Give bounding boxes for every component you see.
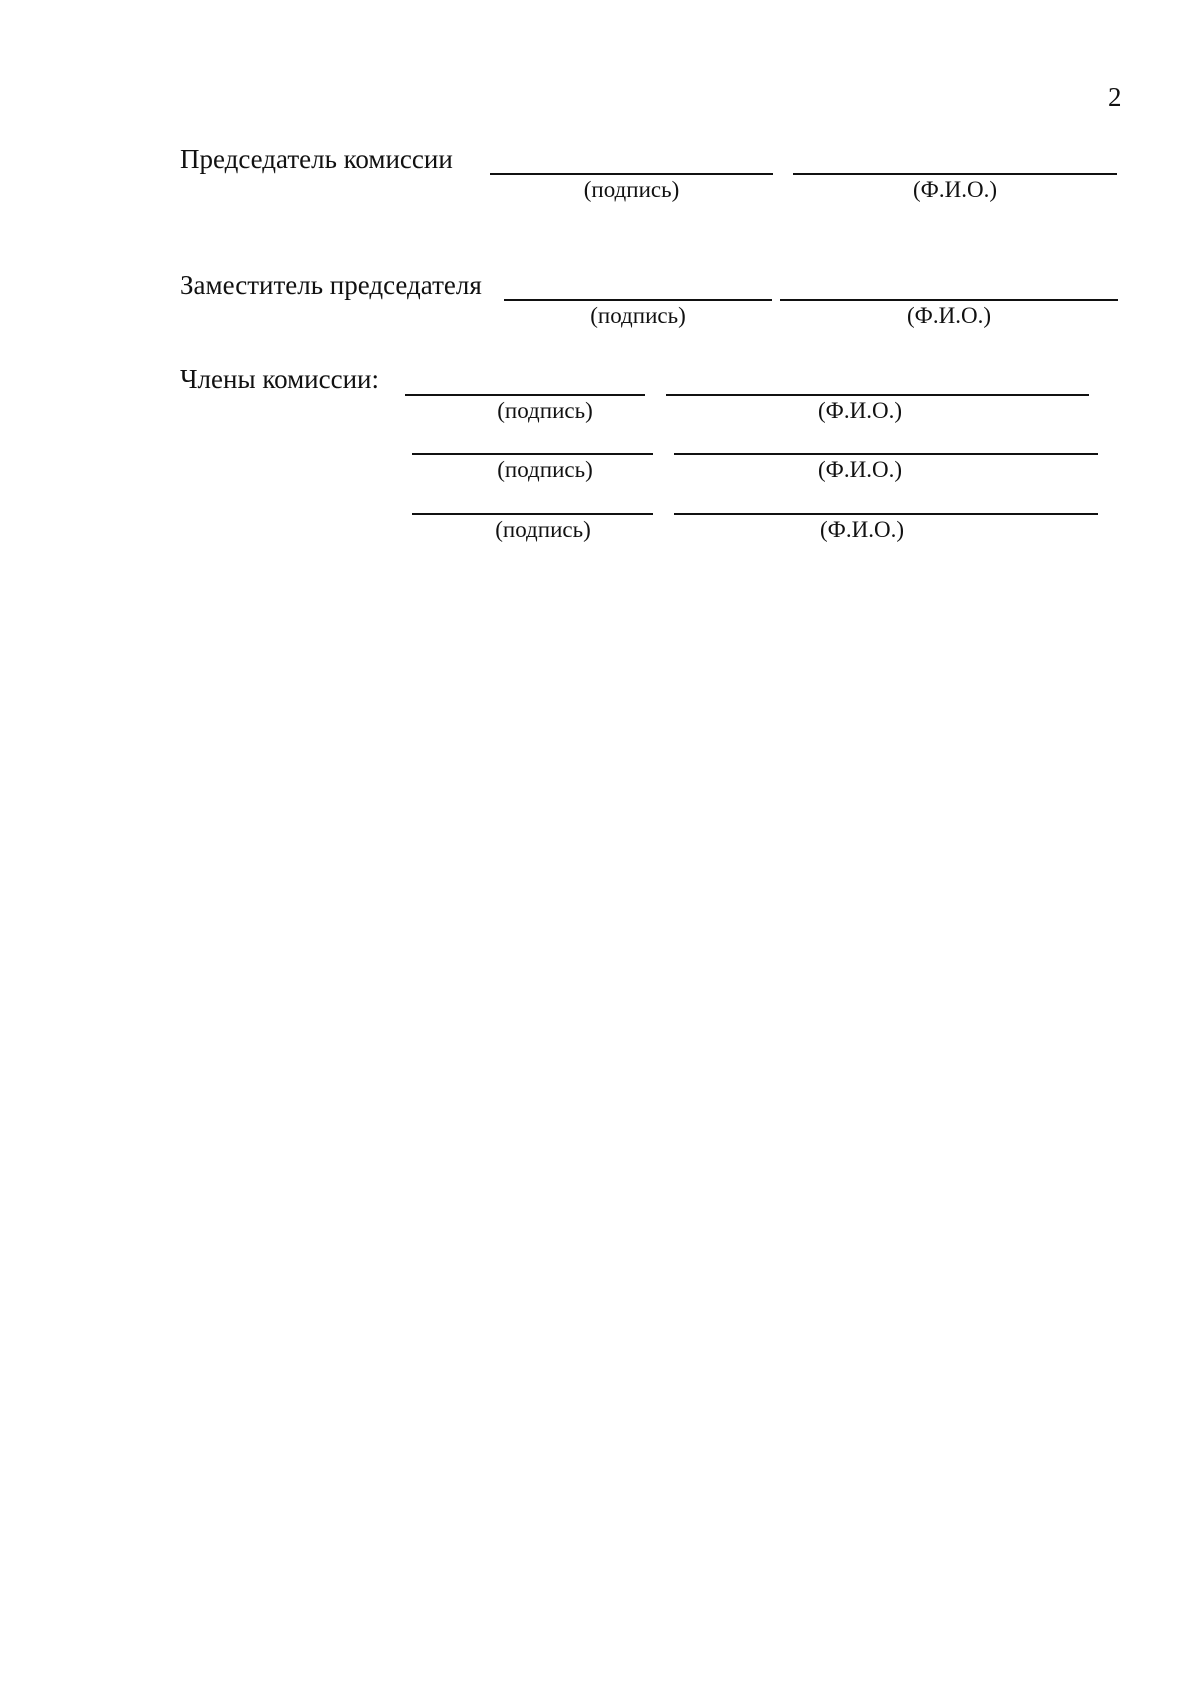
member-2-signature-line[interactable] (412, 453, 653, 455)
member-2-signature-caption: (подпись) (497, 457, 593, 482)
member-1-name-line[interactable] (666, 394, 1089, 396)
member-3-signature-line[interactable] (412, 513, 653, 515)
page-number: 2 (1108, 82, 1122, 112)
member-1-signature-line[interactable] (405, 394, 645, 396)
members-label: Члены комиссии: (180, 364, 379, 394)
member-2-name-caption: (Ф.И.О.) (818, 457, 902, 482)
chairman-name-caption: (Ф.И.О.) (913, 177, 997, 202)
chairman-signature-line[interactable] (490, 173, 773, 175)
member-1-name-caption: (Ф.И.О.) (818, 398, 902, 423)
member-3-signature-caption: (подпись) (495, 517, 591, 542)
chairman-label: Председатель комиссии (180, 144, 453, 174)
deputy-name-line[interactable] (780, 299, 1118, 301)
chairman-signature-caption: (подпись) (583, 177, 680, 202)
member-2-name-line[interactable] (674, 453, 1098, 455)
deputy-name-caption: (Ф.И.О.) (907, 303, 991, 328)
chairman-name-line[interactable] (793, 173, 1117, 175)
deputy-label: Заместитель председателя (180, 270, 482, 300)
deputy-signature-caption: (подпись) (590, 303, 686, 328)
member-3-name-line[interactable] (674, 513, 1098, 515)
member-3-name-caption: (Ф.И.О.) (820, 517, 904, 542)
deputy-signature-line[interactable] (504, 299, 772, 301)
member-1-signature-caption: (подпись) (497, 398, 593, 423)
